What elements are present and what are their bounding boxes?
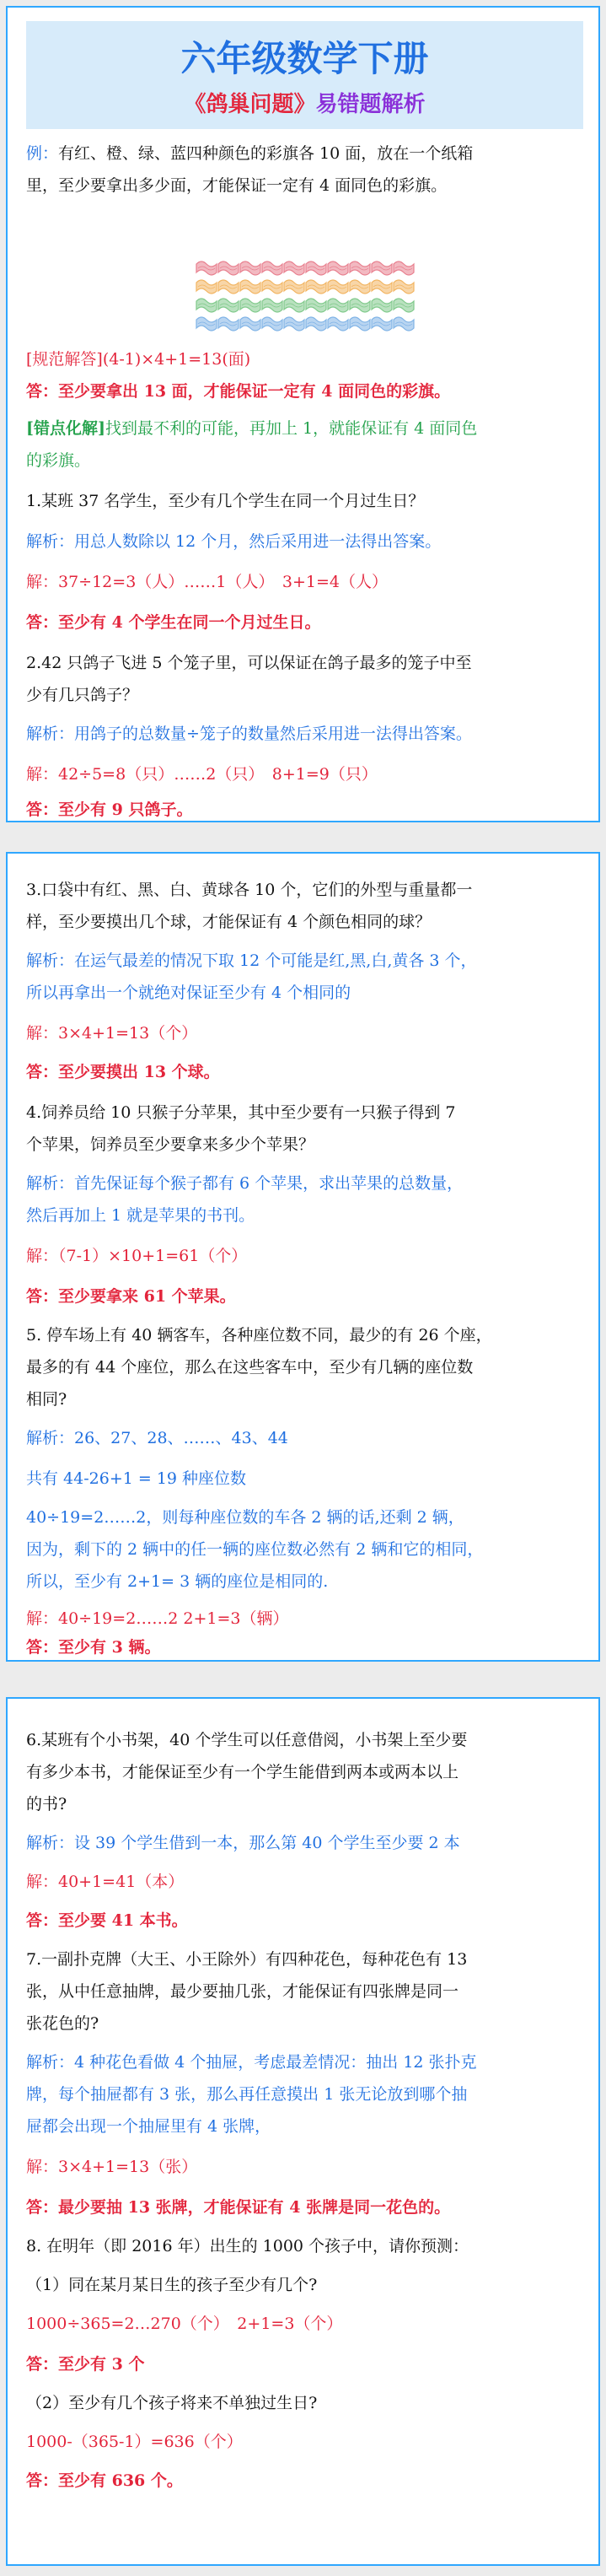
tip-label: [错点化解] [26, 419, 105, 438]
example-text-line1: 例：有红、橙、绿、蓝四种颜色的彩旗各 10 面，放在一个纸箱 [26, 144, 474, 163]
q2-question-line1: 2.42 只鸽子飞进 5 个笼子里，可以保证在鸽子最多的笼子中至 [26, 654, 472, 672]
q4-question-line2: 个苹果，饲养员至少要拿来多少个苹果？ [26, 1135, 315, 1154]
q3-answer: 答：至少要摸出 13 个球。 [26, 1063, 220, 1081]
q7-analysis-line3: 屉都会出现一个抽屉里有 4 张牌， [26, 2117, 271, 2136]
q8-question: 8. 在明年（即 2016 年）出生的 1000 个孩子中，请你预测： [26, 2237, 469, 2255]
q8-sub1-answer: 答：至少有 3 个 [26, 2355, 145, 2374]
example-label: 例： [26, 144, 59, 163]
page-subtitle [26, 87, 583, 118]
q6-answer: 答：至少要 41 本书。 [26, 1911, 188, 1930]
q3-question-line2: 样，至少要摸出几个球，才能保证有 4 个颜色相同的球？ [26, 913, 432, 931]
q7-analysis-line2: 牌，每个抽屉都有 3 张，那么再任意摸出 1 张无论放到哪个抽 [26, 2085, 468, 2104]
q6-question-line3: 的书? [26, 1795, 67, 1813]
q6-analysis: 解析：设 39 个学生借到一本，那么第 40 个学生至少要 2 本 [26, 1834, 460, 1852]
standard-formula: (4-1)×4+1=13(面) [102, 350, 251, 369]
card-2 [6, 852, 600, 1662]
q7-question-line2: 张，从中任意抽牌，最少要抽几张，才能保证有四张牌是同一 [26, 1982, 459, 2001]
q8-sub2-answer: 答：至少有 636 个。 [26, 2471, 183, 2490]
q7-question-line3: 张花色的? [26, 2014, 99, 2033]
q3-analysis-line2: 所以再拿出一个就绝对保证至少有 4 个相同的 [26, 984, 351, 1002]
q5-question-line2: 最多的有 44 个座位，那么在这些客车中，至少有几辆的座位数 [26, 1358, 474, 1377]
card-3 [6, 1697, 600, 2566]
q1-answer: 答：至少有 4 个学生在同一个月过生日。 [26, 613, 321, 632]
q3-analysis-line1: 解析：在运气最差的情况下取 12 个可能是红,黑,白,黄各 3 个， [26, 951, 477, 970]
q7-answer: 答：最少要抽 13 张牌，才能保证有 4 张牌是同一花色的。 [26, 2198, 451, 2217]
q2-analysis: 解析：用鸽子的总数量÷笼子的数量然后采用进一法得出答案。 [26, 725, 472, 743]
example-tip-line1: [错点化解]找到最不利的可能，再加上 1，就能保证有 4 面同色 [26, 419, 478, 438]
q5-analysis-line3: 所以，至少有 2+1= 3 辆的座位是相同的. [26, 1572, 329, 1591]
q3-solution: 解：3×4+1=13（个） [26, 1024, 198, 1043]
q1-question: 1.某班 37 名学生，至少有几个学生在同一个月过生日？ [26, 492, 425, 510]
q1-solution: 解：37÷12=3（人）……1（人） 3+1=4（人） [26, 573, 388, 591]
q4-answer: 答：至少要拿来 61 个苹果。 [26, 1287, 236, 1306]
card-1 [6, 6, 600, 822]
q4-analysis-line2: 然后再加上 1 就是苹果的书刊。 [26, 1206, 255, 1225]
q5-analysis-line1: 40÷19=2……2，则每种座位数的车各 2 辆的话,还剩 2 辆， [26, 1508, 464, 1527]
q4-solution: 解：（7-1）×10+1=61（个） [26, 1247, 248, 1265]
q5-question-line1: 5. 停车场上有 40 辆客车，各种座位数不同，最少的有 26 个座， [26, 1326, 492, 1345]
example-tip-line2: 的彩旗。 [26, 451, 91, 470]
q3-question-line1: 3.口袋中有红、黑、白、黄球各 10 个，它们的外型与重量都一 [26, 881, 473, 899]
q6-question-line1: 6.某班有个小书架，40 个学生可以任意借阅，小书架上至少要 [26, 1731, 468, 1749]
ribbon-flags-illustration [193, 256, 421, 333]
q5-question-line3: 相同? [26, 1390, 67, 1409]
q8-sub1-question: （1）同在某月某日生的孩子至少有几个? [26, 2276, 318, 2294]
q7-question-line1: 7.一副扑克牌（大王、小王除外）有四种花色，每种花色有 13 [26, 1950, 468, 1969]
title-banner [26, 21, 583, 129]
q6-solution: 解：40+1=41（本） [26, 1873, 185, 1891]
example-standard-solution [26, 343, 585, 375]
q2-answer: 答：至少有 9 只鸽子。 [26, 800, 193, 819]
q4-question-line1: 4.饲养员给 10 只猴子分苹果，其中至少要有一只猴子得到 7 [26, 1103, 456, 1122]
q4-analysis-line1: 解析：首先保证每个猴子都有 6 个苹果，求出苹果的总数量， [26, 1174, 464, 1193]
q8-sub2-solution: 1000-（365-1）=636（个） [26, 2433, 243, 2451]
q5-analysis-line2: 因为，剩下的 2 辆中的任一辆的座位数必然有 2 辆和它的相同， [26, 1540, 484, 1559]
q7-solution: 解：3×4+1=13（张） [26, 2158, 198, 2176]
q7-analysis-line1: 解析：4 种花色看做 4 个抽屉，考虑最差情况：抽出 12 张扑克 [26, 2053, 477, 2072]
example-answer: 答：至少要拿出 13 面，才能保证一定有 4 面同色的彩旗。 [26, 382, 451, 401]
q5-analysis-range: 解析：26、27、28、……、43、44 [26, 1429, 288, 1447]
q2-solution: 解：42÷5=8（只）……2（只） 8+1=9（只） [26, 765, 378, 784]
q8-sub2-question: （2）至少有几个孩子将来不单独过生日? [26, 2394, 318, 2412]
subtitle-rest: 易错题解析 [315, 92, 426, 117]
q5-solution: 解：40÷19=2……2 2+1=3（辆） [26, 1609, 289, 1628]
q1-analysis: 解析：用总人数除以 12 个月，然后采用进一法得出答案。 [26, 532, 442, 551]
q8-sub1-solution: 1000÷365=2…270（个） 2+1=3（个） [26, 2315, 343, 2333]
standard-label: [规范解答] [26, 350, 103, 369]
q5-analysis-count: 共有 44-26+1 = 19 种座位数 [26, 1469, 247, 1488]
example-text-line2: 里，至少要拿出多少面，才能保证一定有 4 面同色的彩旗。 [26, 176, 448, 195]
page-title: 六年级数学下册 [180, 38, 429, 79]
subtitle-highlight: 《鸽巢问题》 [184, 92, 316, 117]
q2-question-line2: 少有几只鸽子？ [26, 686, 139, 704]
q5-answer: 答：至少有 3 辆。 [26, 1638, 161, 1657]
q6-question-line2: 有多少本书，才能保证至少有一个学生能借到两本或两本以上 [26, 1763, 459, 1781]
